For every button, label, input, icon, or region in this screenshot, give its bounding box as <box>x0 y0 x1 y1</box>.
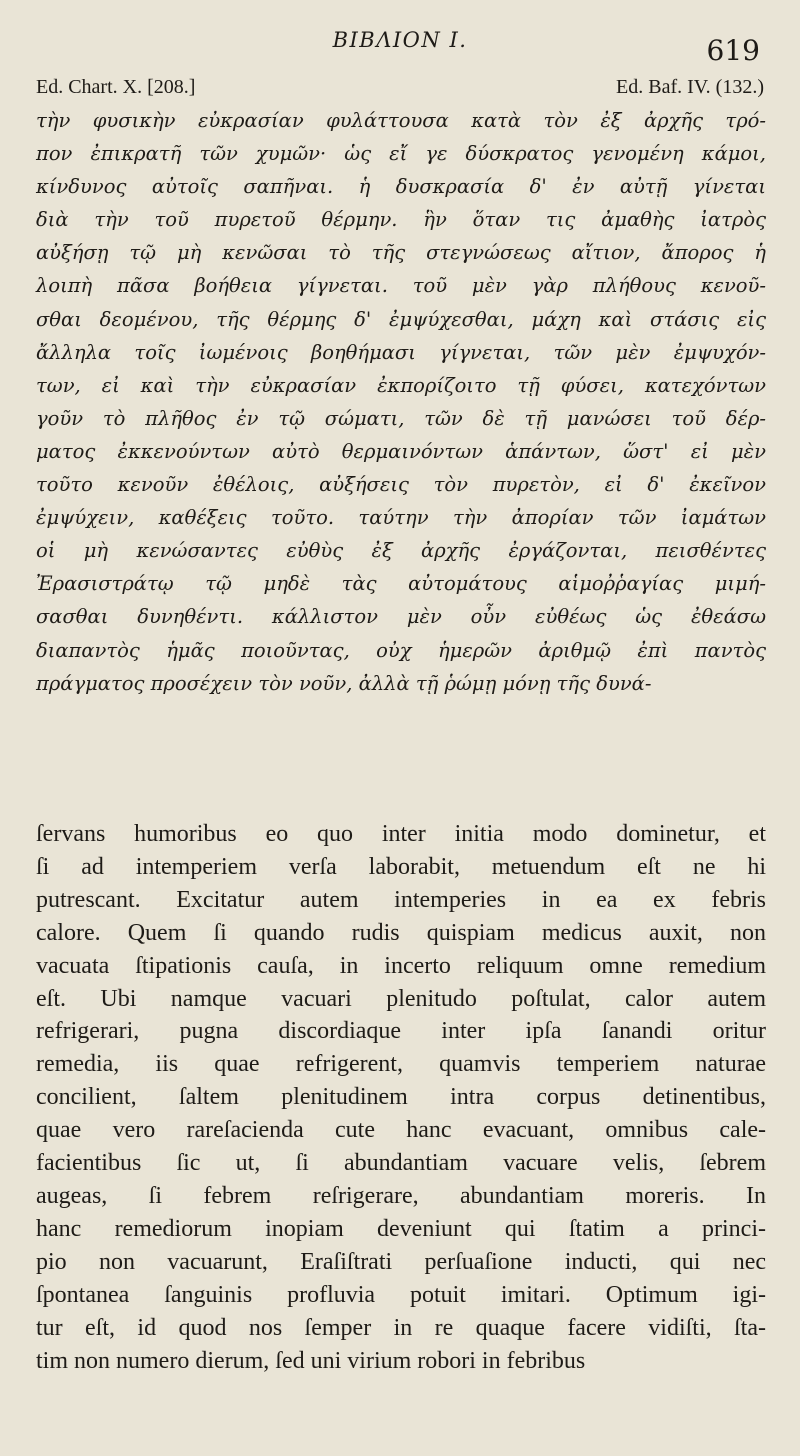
latin-text-line: pio non vacuarunt, Eraſiſtrati perſuaſione inducti, qui nec <box>36 1248 766 1275</box>
greek-text-line: πον ἐπικρατῆ τῶν χυμῶν· ὡς εἴ γε δύσκρατος γενομένη κάμοι, <box>36 142 766 166</box>
latin-text-line: tim non numero dierum, ſed uni virium robori in febribus <box>36 1347 586 1374</box>
edition-reference-left: Ed. Chart. X. [208.] <box>36 76 196 98</box>
latin-text-line: calore. Quem ſi quando rudis quispiam medicus auxit, non <box>36 919 766 946</box>
latin-text-line: hanc remediorum inopiam deveniunt qui ſtatim a princi- <box>36 1215 766 1242</box>
greek-text-block <box>36 104 766 700</box>
greek-text-line: αὐξήσῃ τῷ μὴ κενῶσαι τὸ τῆς στεγνώσεως αἴτιον, ἄπορος ἡ <box>36 241 766 265</box>
greek-text-line: ματος ἐκκενούντων αὐτὸ θερμαινόντων ἁπάντων, ὥστ' εἰ μὲν <box>36 439 766 463</box>
greek-text-line: λοιπὴ πᾶσα βοήθεια γίγνεται. τοῦ μὲν γὰρ πλήθους κενοῦ- <box>36 274 766 298</box>
greek-text-line: ἐμψύχειν, καθέξεις τοῦτο. ταύτην τὴν ἀπορίαν τῶν ἰαμάτων <box>36 506 766 530</box>
latin-text-line: quae vero rareſacienda cute hanc evacuant, omnibus cale- <box>36 1117 766 1144</box>
greek-text-line: Ἐρασιστράτῳ τῷ μηδὲ τὰς αὐτομάτους αἱμοῤῥαγίας μιμή- <box>36 572 766 596</box>
greek-text-line: πράγματος προσέχειν τὸν νοῦν, ἀλλὰ τῇ ῥώμῃ μόνῃ τῆς δυνά- <box>36 671 652 695</box>
greek-text-line: των, εἰ καὶ τὴν εὐκρασίαν ἐκπορίζοιτο τῇ φύσει, κατεχόντων <box>36 373 766 397</box>
latin-text-line: remedia, iis quae refrigerent, quamvis temperiem naturae <box>36 1051 766 1078</box>
running-title: ΒΙΒΛΙΟΝ Ι. <box>332 28 468 52</box>
greek-text-line: οἱ μὴ κενώσαντες εὐθὺς ἐξ ἀρχῆς ἐργάζονται, πεισθέντες <box>36 539 766 563</box>
greek-text-line: τὴν φυσικὴν εὐκρασίαν φυλάττουσα κατὰ τὸν ἐξ ἀρχῆς τρό- <box>36 109 766 132</box>
greek-text-line: γοῦν τὸ πλῆθος ἐν τῷ σώματι, τῶν δὲ τῇ μανώσει τοῦ δέρ- <box>36 406 766 430</box>
greek-text-line: ἄλληλα τοῖς ἰωμένοις βοηθήμασι γίγνεται, τῶν μὲν ἐμψυχόν- <box>36 340 766 364</box>
greek-text-line: σθαι δεομένου, τῆς θέρμης δ' ἐμψύχεσθαι, μάχη καὶ στάσις εἰς <box>36 307 766 331</box>
greek-text-line: διαπαντὸς ἡμᾶς ποιοῦντας, οὐχ ἡμερῶν ἀριθμῷ ἐπὶ παντὸς <box>36 638 766 662</box>
latin-text-line: refrigerari, pugna discordiaque inter ipſa ſanandi oritur <box>36 1018 766 1045</box>
edition-reference-right: Ed. Baf. IV. (132.) <box>616 76 764 98</box>
latin-text-line: ſpontanea ſanguinis profluvia potuit imitari. Optimum igi- <box>36 1281 766 1308</box>
latin-text-line: tur eſt, id quod nos ſemper in re quaque facere vidiſti, ſta- <box>36 1314 766 1341</box>
latin-text-line: ſi ad intemperiem verſa laborabit, metuendum eſt ne hi <box>36 853 766 880</box>
latin-text-line: facientibus ſic ut, ſi abundantiam vacuare velis, ſebrem <box>36 1150 766 1177</box>
latin-text-line: augeas, ſi febrem reſrigerare, abundantiam moreris. In <box>36 1182 766 1209</box>
page-number: 619 <box>706 34 760 67</box>
greek-text-line: σασθαι δυνηθέντι. κάλλιστον μὲν οὖν εὐθέως ὡς ἐθεάσω <box>36 605 766 629</box>
greek-text-line: διὰ τὴν τοῦ πυρετοῦ θέρμην. ἣν ὅταν τις ἀμαθὴς ἰατρὸς <box>36 208 766 232</box>
latin-text-line: concilient, ſaltem plenitudinem intra corpus detinentibus, <box>36 1084 766 1111</box>
latin-text-line: ſervans humoribus eo quo inter initia modo dominetur, et <box>36 821 766 847</box>
greek-text-line: κίνδυνος αὐτοῖς σαπῆναι. ἡ δυσκρασία δ' ἐν αὐτῇ γίνεται <box>36 175 766 199</box>
greek-text-line: τοῦτο κενοῦν ἐθέλοις, αὐξήσεις τὸν πυρετὸν, εἰ δ' ἐκεῖνον <box>36 473 766 497</box>
latin-text-line: putrescant. Excitatur autem intemperies in ea ex febris <box>36 886 766 913</box>
latin-text-block <box>36 818 766 1377</box>
latin-text-line: eſt. Ubi namque vacuari plenitudo poſtulat, calor autem <box>36 985 766 1012</box>
latin-text-line: vacuata ſtipationis cauſa, in incerto reliquum omne remedium <box>36 952 766 979</box>
